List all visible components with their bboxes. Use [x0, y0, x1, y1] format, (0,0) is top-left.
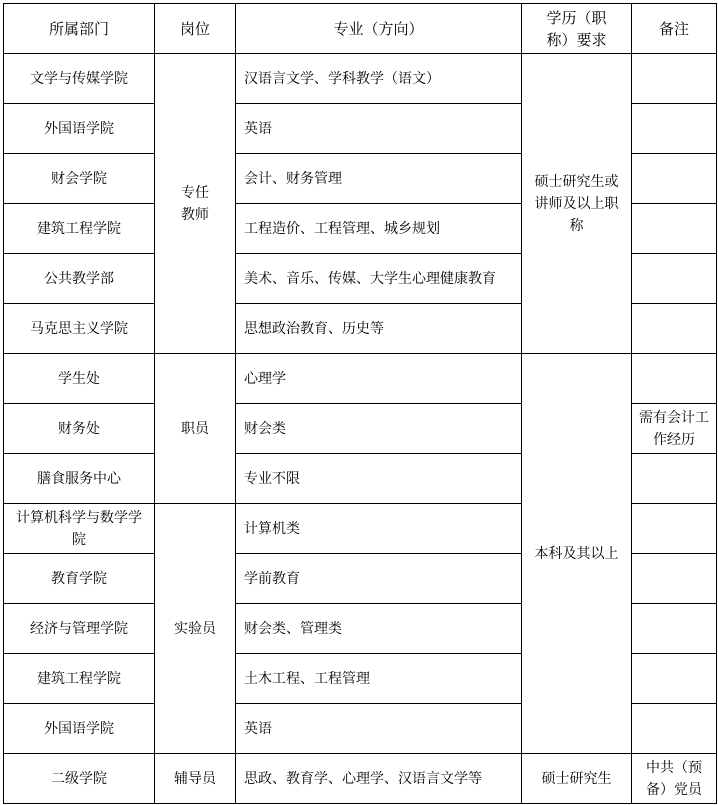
dept-cell: 财务处	[4, 404, 155, 454]
dept-cell: 二级学院	[4, 754, 155, 804]
major-cell: 财会类	[236, 404, 522, 454]
dept-cell: 建筑工程学院	[4, 204, 155, 254]
major-cell: 英语	[236, 104, 522, 154]
major-cell: 汉语言文学、学科教学（语文）	[236, 54, 522, 104]
post-cell	[155, 54, 236, 354]
table-row	[4, 354, 717, 404]
dept-cell: 公共教学部	[4, 254, 155, 304]
post-lab: 实验员	[174, 620, 216, 637]
major-cell: 心理学	[236, 354, 522, 404]
recruitment-table	[3, 3, 717, 804]
note-cell	[632, 254, 717, 304]
major-cell: 美术、音乐、传媒、大学生心理健康教育	[236, 254, 522, 304]
header-row	[4, 4, 717, 54]
note-cell	[632, 654, 717, 704]
edu-cell	[522, 354, 632, 754]
post-counselor: 辅导员	[174, 770, 216, 787]
major-cell: 会计、财务管理	[236, 154, 522, 204]
note-cell	[632, 104, 717, 154]
dept-cell: 教育学院	[4, 554, 155, 604]
major-cell: 英语	[236, 704, 522, 754]
major-cell: 土木工程、工程管理	[236, 654, 522, 704]
dept-cell: 外国语学院	[4, 704, 155, 754]
header-dept: 所属部门	[4, 4, 155, 54]
edu-teacher: 硕士研究生或讲师及以上职称	[534, 173, 619, 234]
note-cell	[632, 354, 717, 404]
header-note: 备注	[632, 4, 717, 54]
post-cell	[155, 754, 236, 804]
header-edu: 学历（职称）要求	[522, 4, 632, 54]
edu-cell	[522, 54, 632, 354]
edu-staff-lab: 本科及其以上	[534, 545, 619, 562]
major-cell: 思政、教育学、心理学、汉语言文学等	[236, 754, 522, 804]
major-cell: 计算机类	[236, 504, 522, 554]
post-staff: 职员	[181, 420, 209, 437]
note-cell	[632, 504, 717, 554]
dept-cell: 外国语学院	[4, 104, 155, 154]
dept-cell: 建筑工程学院	[4, 654, 155, 704]
note-cell	[632, 154, 717, 204]
edu-counselor: 硕士研究生	[541, 770, 612, 787]
major-cell: 财会类、管理类	[236, 604, 522, 654]
note-cell	[632, 204, 717, 254]
dept-cell: 马克思主义学院	[4, 304, 155, 354]
edu-cell	[522, 754, 632, 804]
note-cell: 中共（预备）党员	[632, 754, 717, 804]
dept-cell: 经济与管理学院	[4, 604, 155, 654]
dept-cell: 膳食服务中心	[4, 454, 155, 504]
note-cell: 需有会计工作经历	[632, 404, 717, 454]
dept-cell: 财会学院	[4, 154, 155, 204]
table-row	[4, 754, 717, 804]
note-cell	[632, 54, 717, 104]
dept-cell: 计算机科学与数学学院	[4, 504, 155, 554]
note-cell	[632, 454, 717, 504]
note-cell	[632, 304, 717, 354]
dept-cell: 文学与传媒学院	[4, 54, 155, 104]
note-cell	[632, 554, 717, 604]
post-cell	[155, 354, 236, 504]
header-post: 岗位	[155, 4, 236, 54]
dept-cell: 学生处	[4, 354, 155, 404]
major-cell: 学前教育	[236, 554, 522, 604]
header-major: 专业（方向）	[236, 4, 522, 54]
major-cell: 思想政治教育、历史等	[236, 304, 522, 354]
post-cell	[155, 504, 236, 754]
major-cell: 工程造价、工程管理、城乡规划	[236, 204, 522, 254]
note-cell	[632, 704, 717, 754]
note-cell	[632, 604, 717, 654]
post-teacher: 专任教师	[181, 184, 209, 223]
table-row	[4, 54, 717, 104]
major-cell: 专业不限	[236, 454, 522, 504]
